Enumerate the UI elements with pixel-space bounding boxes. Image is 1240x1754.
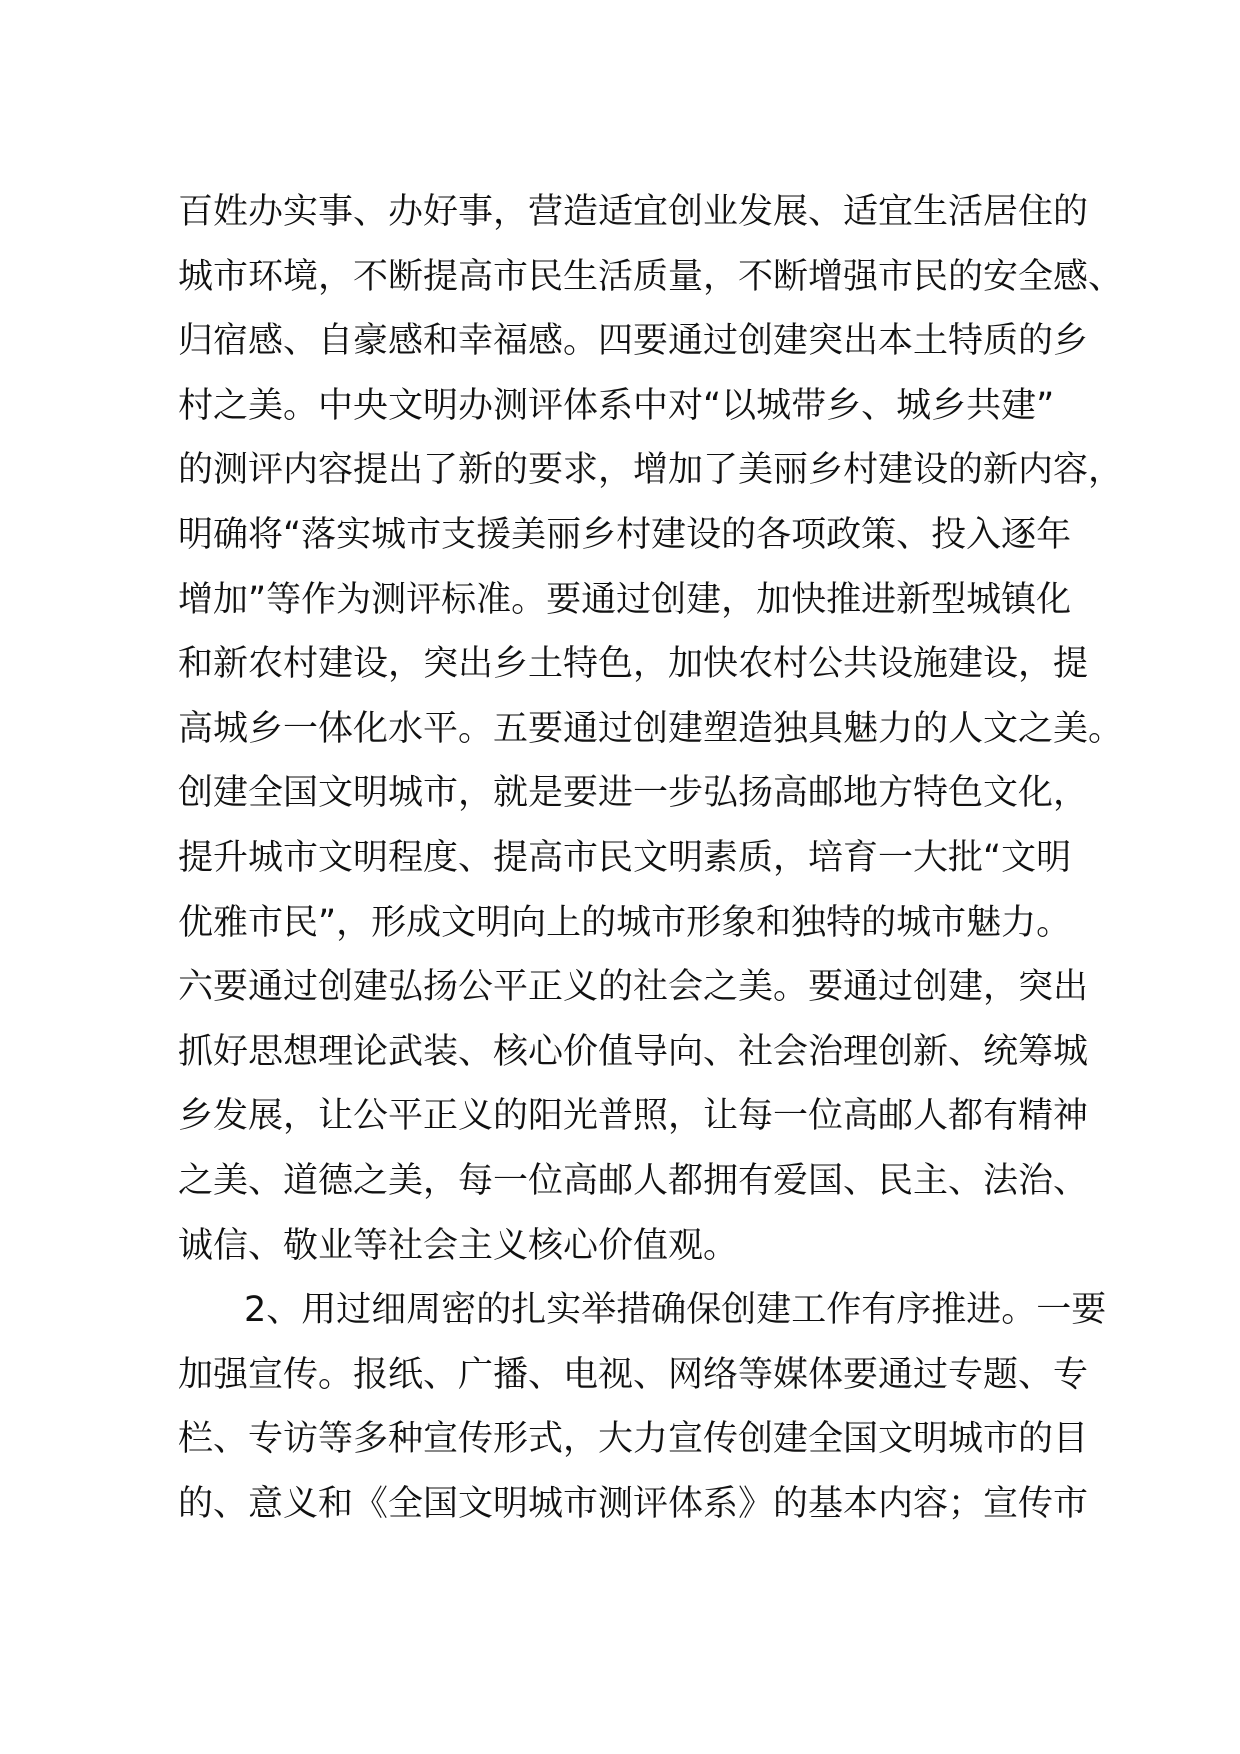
text-line: 归宿感、自豪感和幸福感。四要通过创建突出本土特质的乡 [178,321,1089,362]
text-line: 诚信、敬业等社会主义核心价值观。 [178,1225,739,1266]
text-line: 增加”等作为测评标准。要通过创建，加快推进新型城镇化 [178,579,1072,620]
text-line: 抓好思想理论武装、核心价值导向、社会治理创新、统筹城 [178,1031,1089,1072]
text-line: 提升城市文明程度、提高市民文明素质，培育一大批“文明 [178,837,1072,878]
text-line: 栏、专访等多种宣传形式，大力宣传创建全国文明城市的目 [178,1419,1089,1460]
text-line: 百姓办实事、办好事，营造适宜创业发展、适宜生活居住的 [178,192,1089,232]
text-line: 优雅市民”，形成文明向上的城市形象和独特的城市魅力。 [178,902,1072,943]
text-line: 创建全国文明城市，就是要进一步弘扬高邮地方特色文化， [178,773,1089,814]
text-line: 明确将“落实城市支援美丽乡村建设的各项政策、投入逐年 [178,514,1072,555]
text-line: 和新农村建设，突出乡土特色，加快农村公共设施建设，提 [178,644,1089,685]
text-line: 乡发展，让公平正义的阳光普照，让每一位高邮人都有精神 [178,1096,1089,1137]
text-line: 城市环境，不断提高市民生活质量，不断增强市民的安全感、 [178,256,1124,297]
text-line: 六要通过创建弘扬公平正义的社会之美。要通过创建，突出 [178,967,1089,1008]
body-text [178,180,1124,1536]
paragraph-start-line: 2、用过细周密的扎实举措确保创建工作有序推进。一要 [244,1290,1107,1331]
text-line: 的测评内容提出了新的要求，增加了美丽乡村建设的新内容， [178,450,1124,491]
text-line: 之美、道德之美，每一位高邮人都拥有爱国、民主、法治、 [178,1160,1089,1201]
text-line: 村之美。中央文明办测评体系中对“以城带乡、城乡共建” [178,385,1055,426]
text-line: 高城乡一体化水平。五要通过创建塑造独具魅力的人文之美。 [178,708,1124,749]
text-line: 加强宣传。报纸、广播、电视、网络等媒体要通过专题、专 [178,1354,1089,1395]
text-line: 的、意义和《全国文明城市测评体系》的基本内容；宣传市 [178,1483,1089,1524]
